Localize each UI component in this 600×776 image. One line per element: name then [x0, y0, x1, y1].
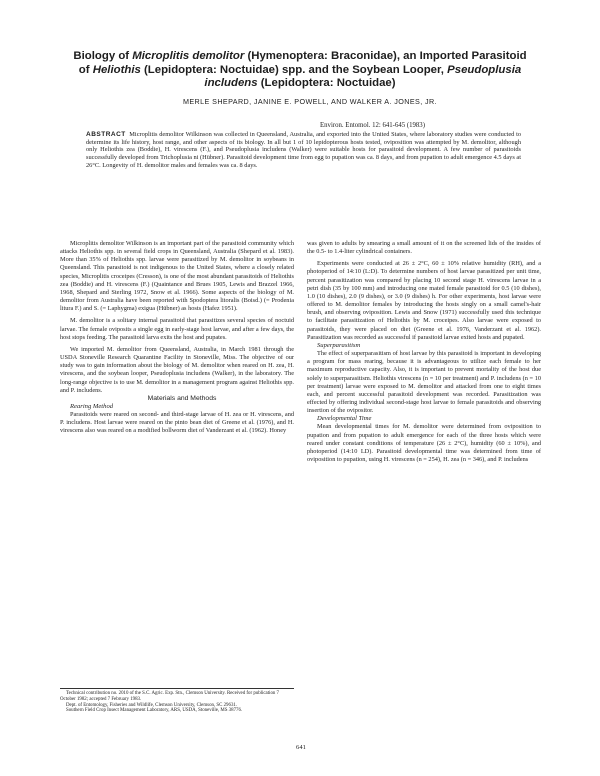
abstract — [86, 131, 521, 170]
title-species-3: Pseudoplusia includens — [204, 63, 522, 89]
right-column — [307, 240, 541, 464]
left-column — [60, 240, 294, 436]
methods-paragraph-1: Parasitoids were reared on second- and third-stage larvae of H. zea or H. virescens, and P. includens. Host larvae were reared on the pinto bean diet of Greene et al. (1976), and H. virescens also was reared on a modified bollworm diet of Vanderzant et al. (1962). Honey — [60, 411, 294, 435]
section-heading-materials-methods: Materials and Methods — [147, 394, 217, 402]
page-number: 641 — [296, 744, 306, 751]
journal-citation: Environ. Entomol. 12: 641-645 (1983) — [320, 122, 425, 129]
footnotes — [60, 688, 294, 714]
abstract-text: Microplitis demolitor Wilkinson was collected in Queensland, Australia, and exported into the United States, where laboratory studies were conducted to determine its life history, host range, and other aspects of its biology. In all but 1 of 10 lepidopterous hosts tested, oviposition was attempted by M. demolitor, although only Heliothis zea (Boddie), H. virescens (F.), and Pseudoplusia includens (Walker) were suitable hosts for parasitoid development. A few number of parasitoids successfully developed from Trichoplusia ni (Hübner). Parasitoid development time from egg to pupation was ca. 8 days, and from pupation to adult emergence 4.5 days at 26°C. Longevity of H. demolitor males and females was ca. 8 days. — [86, 131, 522, 169]
title-part-2: (Hymenoptera: Braconidae), an Imported Parasitoid of — [78, 50, 527, 76]
subheading-superparasitism: Superparasitism — [317, 341, 361, 349]
title-genus-2: Heliothis — [92, 63, 141, 76]
intro-paragraph-1: Microplitis demolitor Wilkinson is an important part of the parasitoid community which attacks Heliothis spp. in several field crops in Queensland, Australia (Shepard et al. 1983). More than 35% of Heliothis spp. larvae were parasitized by M. demolitor in soybeans in Queensland. This parasitoid is not indigenous to the United States, where a closely related species, Microplitis croceipes (Cresson), is one of the most abundant parasitoids of Heliothis zea (Boddie) and H. virescens (F.) (Quaintance and Brues 1905, Lewis and Brazzel 1966, 1968, Shepard and Sterling 1972, Snow et al. 1966). Some aspects of the biology of M. demolitor from Australia have been reported with Spodoptera litoralis (Boisd.) (= Prodenia litura F.) and S. (= Laphygma) exigua (Hübner) as hosts (Hafez 1951). — [60, 240, 294, 313]
title-part-4: (Lepidoptera: Noctuidae) — [257, 77, 396, 89]
subheading-rearing-method: Rearing Method — [70, 402, 114, 410]
footnote-1: Technical contribution no. 2010 of the S.C. Agric. Exp. Stn., Clemson University. Received for publication 7 October 1982; accepted 7 February 1983. — [60, 691, 279, 702]
abstract-label: ABSTRACT — [86, 131, 126, 138]
footnote-2: Dept. of Entomology, Fisheries and Wildlife, Clemson University, Clemson, SC 29631. — [66, 702, 238, 708]
title-species-1: Microplitis demolitor — [132, 50, 245, 62]
article-title — [70, 50, 530, 91]
developmental-time-paragraph: Mean developmental times for M. demolitor were determined from oviposition to pupation and from pupation to adult emergence for each of the three hosts which were reared under constant conditions of temperature (26 ± 2°C), humidity (60 ± 10%), and photoperiod (14:10 LD). Parasitoid developmental time was determined from time of oviposition to pupation, using H. virescens (n = 254), H. zea (n = 346), and P. includens — [307, 423, 541, 464]
title-part-3: (Lepidoptera: Noctuidae) spp. and the Soybean Looper, — [140, 63, 448, 76]
author-list: MERLE SHEPARD, JANINE E. POWELL, AND WALKER A. JONES, JR. — [182, 97, 438, 106]
footnote-3: Southern Field Crop Insect Management Laboratory, ARS, USDA, Stoneville, MS 38776. — [66, 708, 243, 714]
intro-paragraph-2: M. demolitor is a solitary internal parasitoid that parasitizes several species of noctuid larvae. The female oviposits a single egg in early-stage host larvae, and after a few days, the host stops feeding. The parasitoid larva exits the host and pupates. — [60, 317, 294, 341]
subheading-developmental-time: Developmental Time — [317, 415, 372, 423]
intro-paragraph-3: We imported M. demolitor from Queensland, Australia, in March 1981 through the USDA Stoneville Research Quarantine Facility in Stoneville, Miss. The objective of our study was to gain information about the biology of M. demolitor when reared on H. zea, H. virescens, and the soybean looper, Pseudoplusia includens (Walker), in the laboratory. The long-range objective is to use M. demolitor in a management program against Heliothis spp. and P. includens. — [60, 345, 294, 394]
superparasitism-paragraph: The effect of superparasitism of host larvae by this parasitoid is important in developing a program for mass rearing, because it is advantageous to utilize each female to her maximum reproductive capacity. Also, it is important to prevent mortality of the host due solely to superparasitism. Heliothis virescens (n = 10 per treatment) and P. includens (n = 10 per treatment) larvae were exposed to M. demolitor and attacked from one to eight times each, and percent successful parasitoid development was recorded. Parasitization was effected by offering individual second-stage host larvae to female parasitoids and observing insertion of the ovipositor. — [307, 350, 541, 415]
title-part-1: Biology of — [73, 50, 133, 62]
methods-paragraph-2: Experiments were conducted at 26 ± 2°C, 60 ± 10% relative humidity (RH), and a photoperiod of 14:10 (L:D). To determine numbers of host larvae parasitized per unit time, percent parasitization was compared by placing 10 second stage H. virescens larvae in a petri dish (35 by 100 mm) and introducing one mated female parasitoid for 0.5 (10 dishes), 1.0 (10 dishes), 2.0 (9 dishes), or 3.0 (9 dishes) h. For other experiments, host larvae were offered to M. demolitor females by introducing the hosts singly on a small camel's-hair brush, and observing oviposition. Lewis and Snow (1971) successfully used this technique to facilitate parasitization of Heliothis by M. croceipes. Also larvae were exposed to parasitoids, they were placed on diet (Greene et al. 1976, Vanderzant et al. 1962). Parasitization was recorded as successful if parasitoid larvae exited hosts and pupated. — [307, 260, 541, 341]
methods-paragraph-continued: was given to adults by smearing a small amount of it on the screened lids of the insides of the 0.5- to 1.4-liter cylindrical containers. — [307, 240, 541, 256]
